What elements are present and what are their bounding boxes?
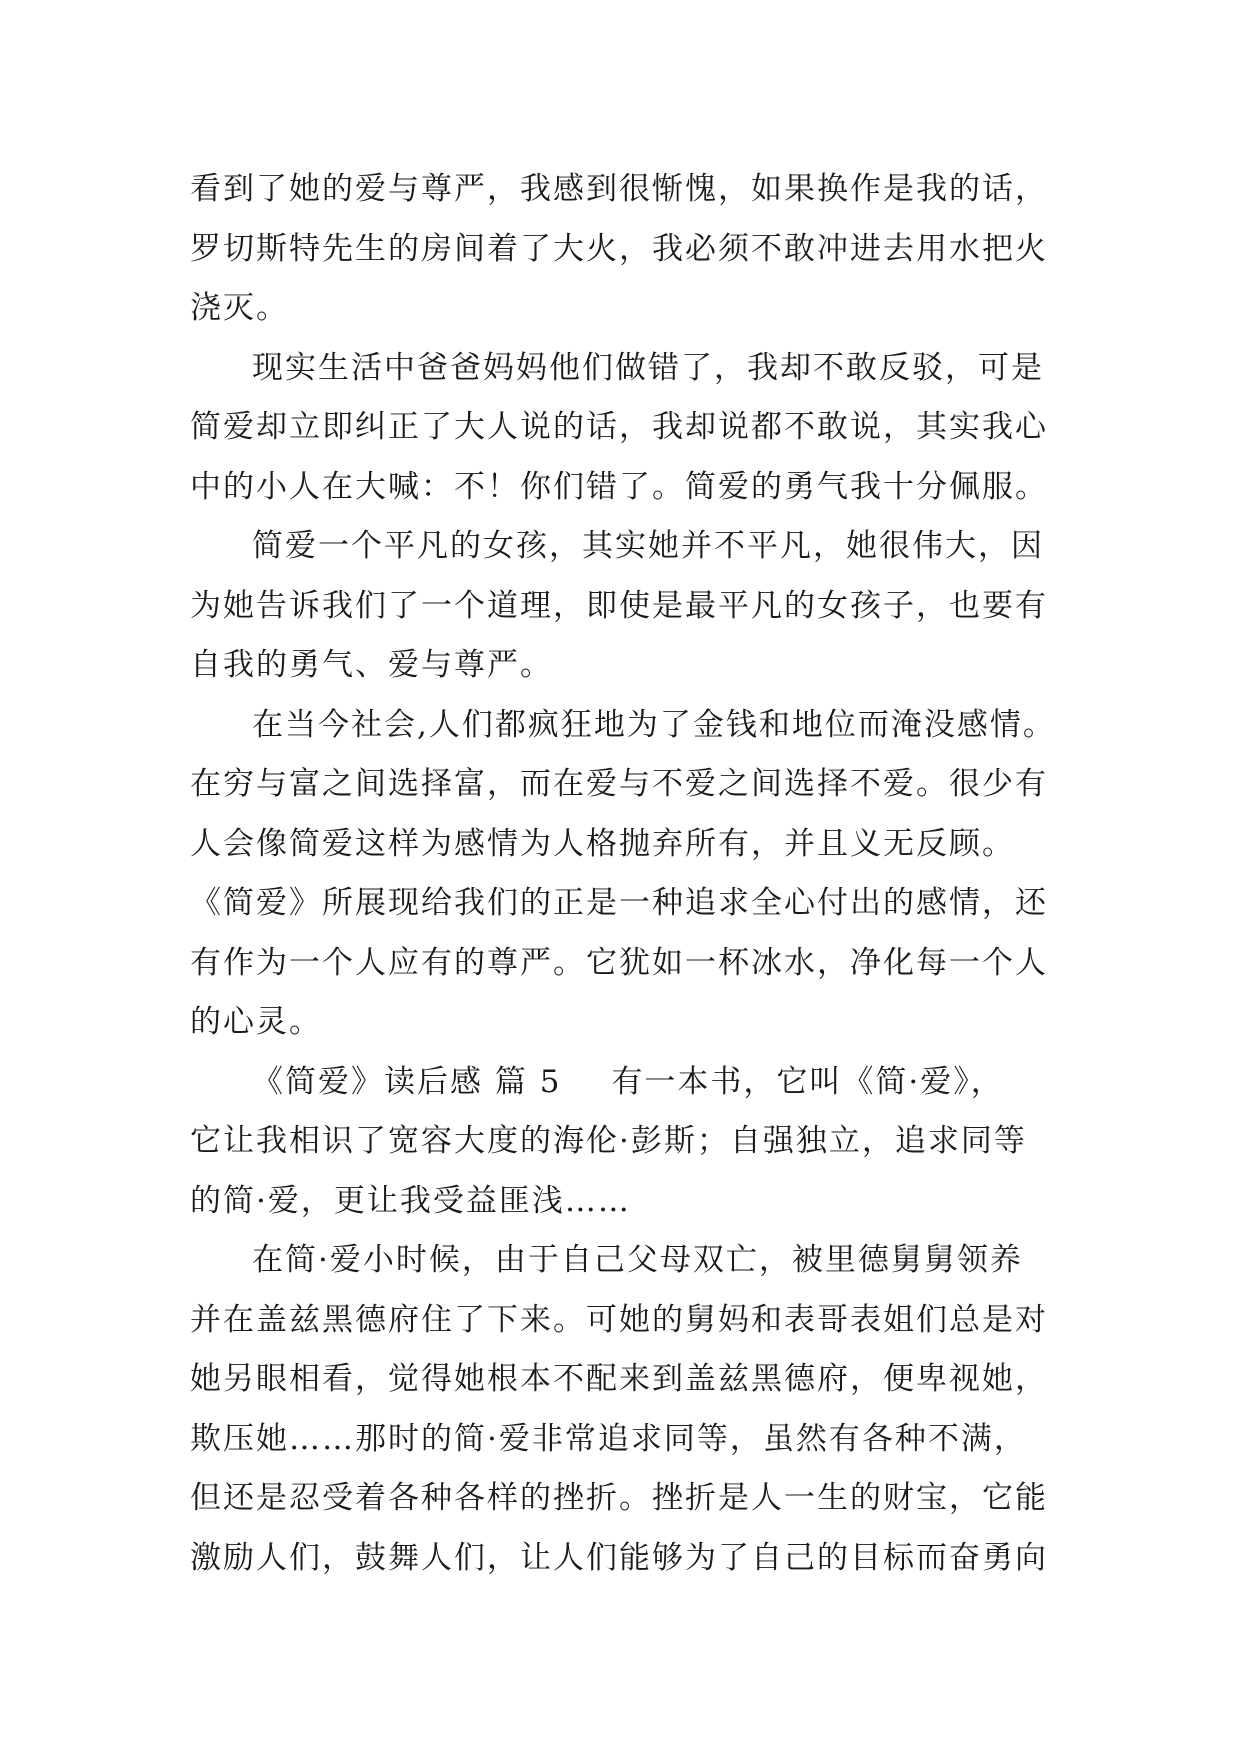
text-line: 人会像简爱这样为感情为人格抛弃所有，并且义无反顾。 [190, 825, 1015, 862]
text-line: 中的小人在大喊：不！你们错了。简爱的勇气我十分佩服。 [190, 468, 1048, 505]
section-heading: 《简爱》读后感 篇 5 [252, 1063, 562, 1100]
text-line: 的心灵。 [190, 1004, 322, 1040]
text-line: 欺压她……那时的简·爱非常追求同等，虽然有各种不满， [190, 1420, 1027, 1457]
text-line: 有作为一个人应有的尊严。它犹如一杯冰水，净化每一个人 [190, 944, 1048, 981]
document-body [190, 160, 1070, 1588]
section-heading-line [190, 1053, 1070, 1113]
text-line: 看到了她的爱与尊严，我感到很惭愧，如果换作是我的话， [190, 171, 1048, 207]
text-line: 它让我相识了宽容大度的海伦·彭斯；自强独立，追求同等 [190, 1123, 1027, 1159]
paragraph-start-line: 现实生活中爸爸妈妈他们做错了，我却不敢反驳，可是 [252, 349, 1044, 386]
text-line: 并在盖兹黑德府住了下来。可她的舅妈和表哥表姐们总是对 [190, 1301, 1048, 1338]
text-line: 的简·爱，更让我受益匪浅…… [190, 1182, 631, 1219]
text-line: 她另眼相看，觉得她根本不配来到盖兹黑德府，便卑视她， [190, 1361, 1048, 1397]
text-line: 浇灭。 [190, 290, 289, 326]
text-line: 简爱却立即纠正了大人说的话，我却说都不敢说，其实我心 [190, 409, 1048, 445]
text-line: 激励人们，鼓舞人们，让人们能够为了自己的目标而奋勇向 [190, 1539, 1048, 1576]
paragraph-start-line: 在当今社会,人们都疯狂地为了金钱和地位而淹没感情。 [252, 706, 1056, 743]
paragraph-start-line: 简爱一个平凡的女孩，其实她并不平凡，她很伟大，因 [252, 528, 1044, 564]
text-line: 为她告诉我们了一个道理，即使是最平凡的女孩子，也要有 [190, 587, 1048, 624]
paragraph-start-line: 在简·爱小时候，由于自己父母双亡，被里德舅舅领养 [252, 1242, 1023, 1278]
text-line: 但还是忍受着各种各样的挫折。挫折是人一生的财宝，它能 [190, 1480, 1048, 1516]
section-first-sentence: 有一本书，它叫《简·爱》， [611, 1063, 1004, 1100]
text-line: 在穷与富之间选择富，而在爱与不爱之间选择不爱。很少有 [190, 766, 1048, 802]
text-line: 《简爱》所展现给我们的正是一种追求全心付出的感情，还 [190, 885, 1048, 921]
text-line: 自我的勇气、爱与尊严。 [190, 647, 553, 683]
text-line: 罗切斯特先生的房间着了大火，我必须不敢冲进去用水把火 [190, 230, 1048, 267]
